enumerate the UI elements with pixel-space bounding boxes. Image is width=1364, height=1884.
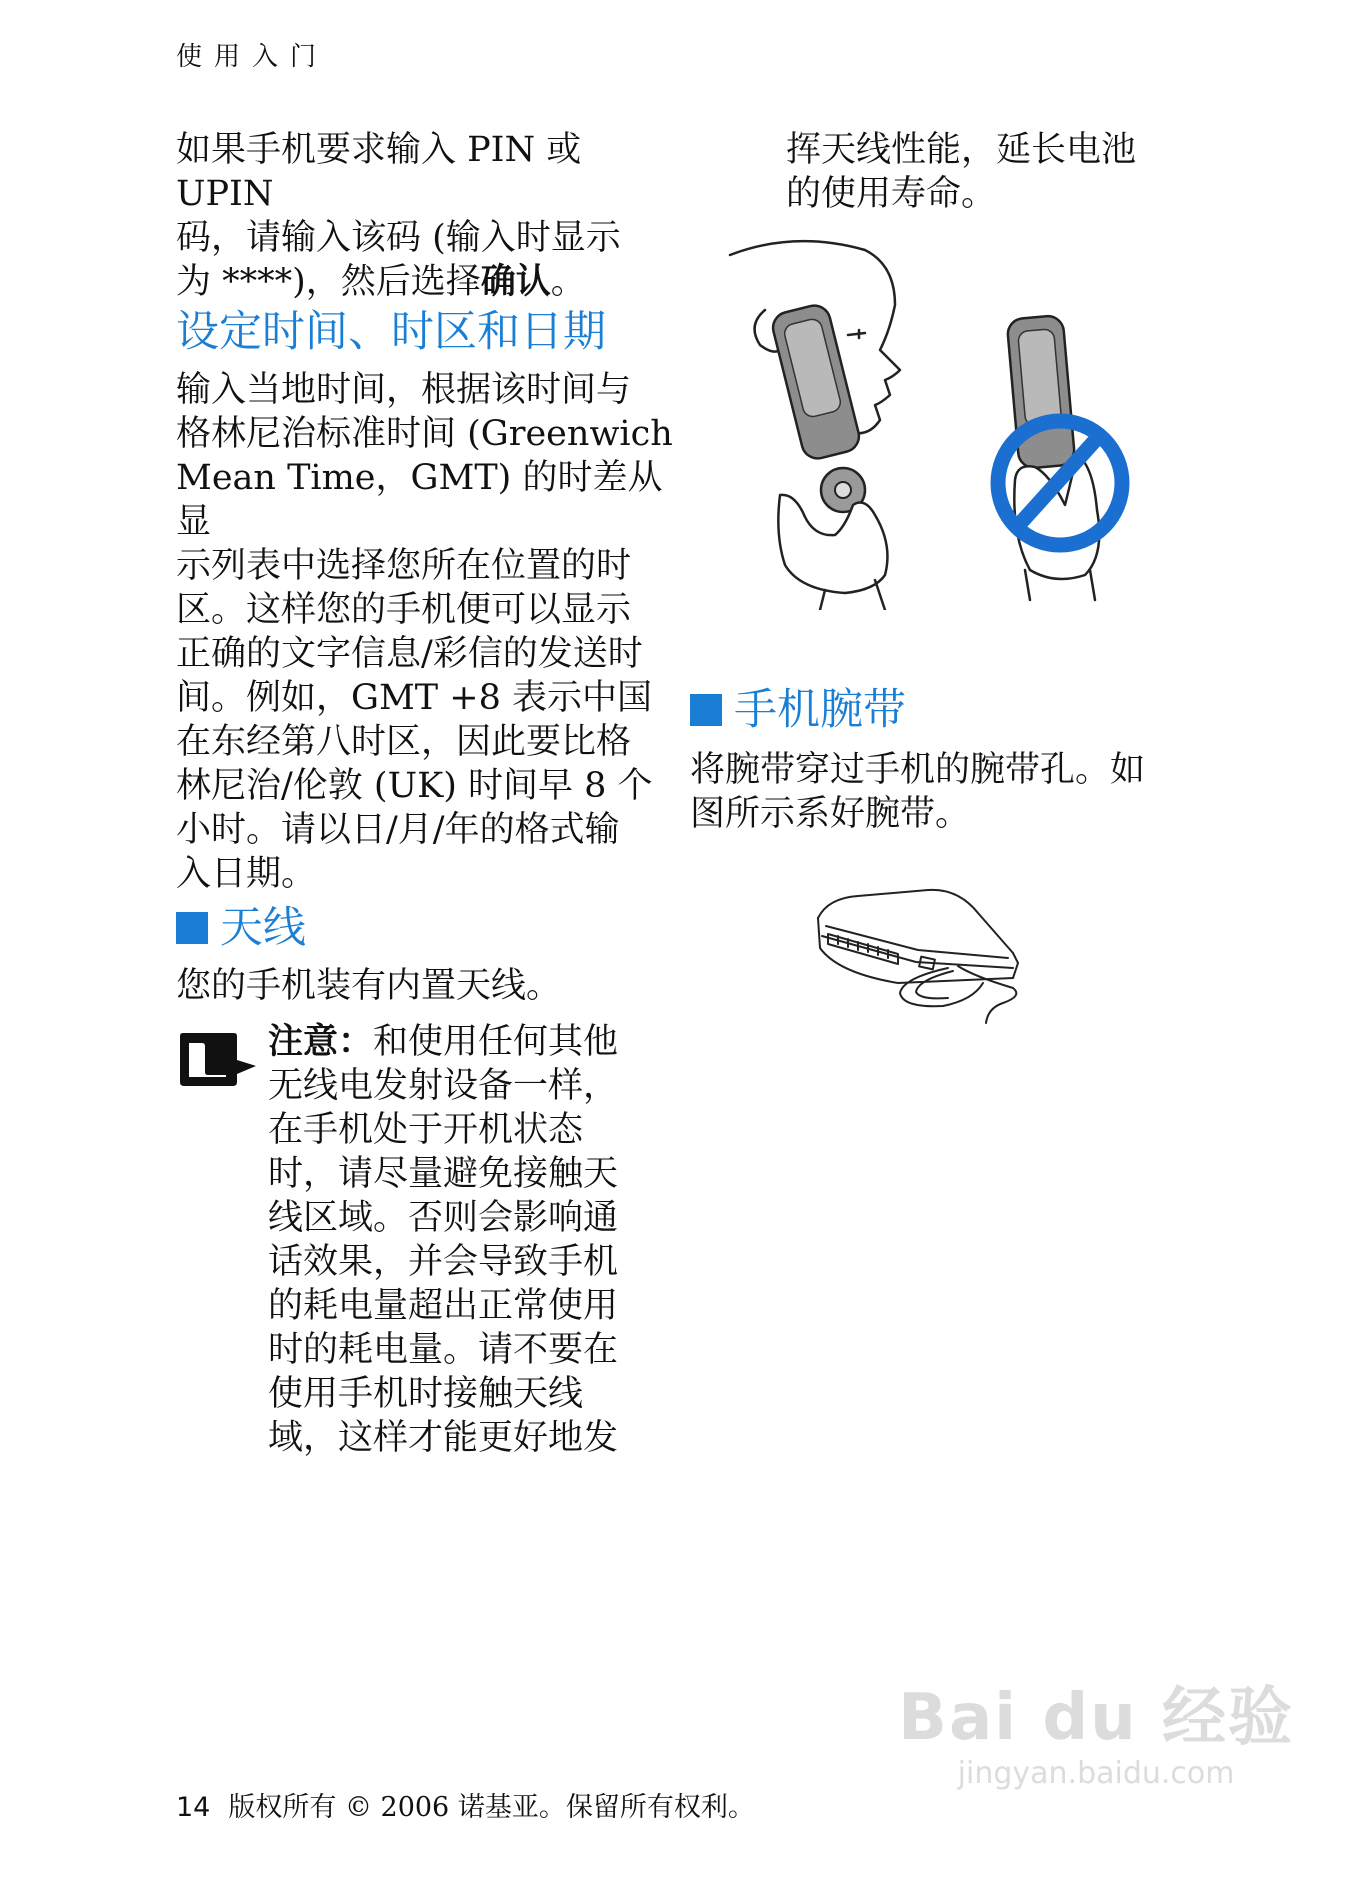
time-line: 间。例如，GMT +8 表示中国 [176,678,652,718]
time-paragraph [176,368,676,896]
pin-line: 码，请输入该码 (输入时显示 [176,218,621,258]
note-label: 注意： [268,1021,374,1062]
time-line: 林尼治/伦敦 (UK) 时间早 8 个 [176,766,653,806]
note-line: 线区域。否则会影响通 [268,1198,619,1238]
note-line: 时，请尽量避免接触天 [268,1154,619,1194]
wrist-strap-illustration [808,878,1048,1028]
section-square-icon [690,694,722,726]
antenna-continued [786,128,1206,216]
time-line: 示列表中选择您所在位置的时 [176,546,632,586]
note-line: 话效果，并会导致手机 [268,1242,619,1282]
antenna-text: 您的手机装有内置天线。 [176,966,562,1006]
note-line: 域，这样才能更好地发 [268,1418,619,1458]
running-head: 使用入门 [176,42,329,72]
time-line: 正确的文字信息/彩信的发送时 [176,634,643,674]
time-line: 小时。请以日/月/年的格式输 [176,810,620,850]
page-number: 14 [176,1792,211,1823]
time-heading: 设定时间、时区和日期 [176,307,606,357]
strap-heading: 手机腕带 [690,684,906,736]
cont-line: 挥天线性能，延长电池 [786,130,1137,170]
note-line: 在手机处于开机状态 [268,1110,584,1150]
note-icon [176,1030,262,1090]
section-square-icon [176,912,208,944]
strap-line: 图所示系好腕带。 [690,794,971,834]
watermark-url: jingyan.baidu.com [957,1756,1235,1791]
watermark-logo [898,1680,1294,1792]
pin-paragraph [176,128,676,304]
pin-line: 如果手机要求输入 PIN 或UPIN [176,130,582,214]
note-line: 无线电发射设备一样， [268,1066,619,1106]
antenna-usage-illustration [725,235,1155,610]
time-line: 在东经第八时区，因此要比格 [176,722,632,762]
antenna-heading: 天线 [176,902,306,954]
time-line: 输入当地时间，根据该时间与 [176,370,632,410]
time-line: 入日期。 [176,854,317,894]
pin-line: 为 ****)，然后选择确认。 [176,261,586,302]
note-line: 使用手机时接触天线 [268,1374,584,1414]
time-line: 格林尼治标准时间 (Greenwich [176,414,673,454]
note-paragraph [268,1020,668,1460]
cont-line: 的使用寿命。 [786,174,997,214]
copyright: 版权所有 © 2006 诺基亚。保留所有权利。 [228,1792,755,1823]
confirm-keyword: 确认 [480,261,551,302]
watermark-brand: Bai du 经验 [898,1681,1294,1755]
time-line: 区。这样您的手机便可以显示 [176,590,632,630]
footer [176,1790,755,1826]
note-line: 注意：和使用任何其他 [268,1021,619,1062]
note-line: 的耗电量超出正常使用 [268,1286,619,1326]
note-line: 时的耗电量。请不要在 [268,1330,619,1370]
strap-paragraph [690,748,1190,836]
time-line: Mean Time，GMT) 的时差从显 [176,458,663,542]
strap-line: 将腕带穿过手机的腕带孔。如 [690,750,1146,790]
